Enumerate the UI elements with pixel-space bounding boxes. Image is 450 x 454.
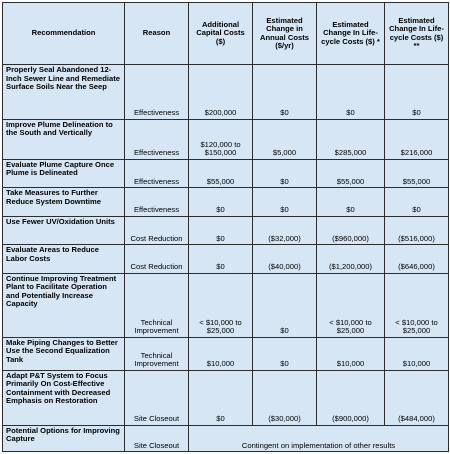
reason-cell: Effectiveness <box>125 65 189 120</box>
capital-cost-cell: $120,000 to $150,000 <box>189 119 253 159</box>
header-recommendation: Recommendation <box>3 3 125 65</box>
recommendation-cell: Improve Plume Delineation to the South and Vertically <box>3 119 125 159</box>
lifecycle-cost-cell-1: $10,000 <box>317 337 385 370</box>
annual-cost-cell: $0 <box>253 159 317 188</box>
lifecycle-cost-cell-1: < $10,000 to $25,000 <box>317 273 385 337</box>
lifecycle-cost-cell-2: ($646,000) <box>385 245 449 274</box>
capital-cost-cell: < $10,000 to $25,000 <box>189 273 253 337</box>
recommendation-cell: Adapt P&T System to Focus Primarily On Cost-Effective Containment with Decreased Emphasis on Restoration <box>3 370 125 425</box>
recommendation-cell: Take Measures to Further Reduce System Downtime <box>3 188 125 217</box>
lifecycle-cost-cell-2: ($516,000) <box>385 216 449 245</box>
header-lifecycle-costs-1: Estimated Change In Life-cycle Costs ($) * <box>317 3 385 65</box>
capital-cost-cell: $0 <box>189 370 253 425</box>
table-row <box>3 337 449 370</box>
reason-cell: Cost Reduction <box>125 216 189 245</box>
capital-cost-cell: $0 <box>189 216 253 245</box>
header-reason: Reason <box>125 3 189 65</box>
lifecycle-cost-cell-1: ($960,000) <box>317 216 385 245</box>
annual-cost-cell: $0 <box>253 188 317 217</box>
lifecycle-cost-cell-2: $55,000 <box>385 159 449 188</box>
lifecycle-cost-cell-1: $285,000 <box>317 119 385 159</box>
lifecycle-cost-cell-1: $0 <box>317 65 385 120</box>
annual-cost-cell: ($32,000) <box>253 216 317 245</box>
lifecycle-cost-cell-2: $0 <box>385 188 449 217</box>
reason-cell: Technical Improvement <box>125 337 189 370</box>
capital-cost-cell: $10,000 <box>189 337 253 370</box>
annual-cost-cell: $0 <box>253 273 317 337</box>
lifecycle-cost-cell-1: ($900,000) <box>317 370 385 425</box>
table-row <box>3 370 449 425</box>
recommendation-cell: Make Piping Changes to Better Use the Second Equalization Tank <box>3 337 125 370</box>
reason-cell: Technical Improvement <box>125 273 189 337</box>
lifecycle-cost-cell-1: $0 <box>317 188 385 217</box>
recommendation-cell: Evaluate Plume Capture Once Plume is Delineated <box>3 159 125 188</box>
table-row <box>3 216 449 245</box>
table-row <box>3 65 449 120</box>
annual-cost-cell: $0 <box>253 337 317 370</box>
reason-cell: Effectiveness <box>125 159 189 188</box>
lifecycle-cost-cell-2: $10,000 <box>385 337 449 370</box>
table-row <box>3 273 449 337</box>
header-lifecycle-costs-2: Estimated Change In Life-cycle Costs ($) ** <box>385 3 449 65</box>
lifecycle-cost-cell-2: $216,000 <box>385 119 449 159</box>
lifecycle-cost-cell-1: $55,000 <box>317 159 385 188</box>
lifecycle-cost-cell-2: $0 <box>385 65 449 120</box>
annual-cost-cell: ($40,000) <box>253 245 317 274</box>
reason-cell: Effectiveness <box>125 119 189 159</box>
contingent-note-cell: Contingent on implementation of other results <box>189 425 449 451</box>
lifecycle-cost-cell-2: ($484,000) <box>385 370 449 425</box>
recommendation-cell: Continue Improving Treatment Plant to Facilitate Operation and Potentially Increase Capacity <box>3 273 125 337</box>
annual-cost-cell: ($30,000) <box>253 370 317 425</box>
header-row <box>3 3 449 65</box>
annual-cost-cell: $0 <box>253 65 317 120</box>
reason-cell: Effectiveness <box>125 188 189 217</box>
lifecycle-cost-cell-2: < $10,000 to $25,000 <box>385 273 449 337</box>
recommendations-table-container <box>2 2 448 452</box>
capital-cost-cell: $55,000 <box>189 159 253 188</box>
reason-cell: Site Closeout <box>125 425 189 451</box>
lifecycle-cost-cell-1: ($1,200,000) <box>317 245 385 274</box>
table-row <box>3 188 449 217</box>
capital-cost-cell: $0 <box>189 188 253 217</box>
reason-cell: Site Closeout <box>125 370 189 425</box>
capital-cost-cell: $200,000 <box>189 65 253 120</box>
recommendation-cell: Evaluate Areas to Reduce Labor Costs <box>3 245 125 274</box>
recommendation-cell: Potential Options for Improving Capture <box>3 425 125 451</box>
table-row <box>3 159 449 188</box>
reason-cell: Cost Reduction <box>125 245 189 274</box>
capital-cost-cell: $0 <box>189 245 253 274</box>
annual-cost-cell: $5,000 <box>253 119 317 159</box>
table-row <box>3 425 449 451</box>
header-capital-costs: Additional Capital Costs ($) <box>189 3 253 65</box>
recommendations-table <box>2 2 449 452</box>
table-row <box>3 245 449 274</box>
header-annual-costs: Estimated Change in Annual Costs ($/yr) <box>253 3 317 65</box>
recommendation-cell: Use Fewer UV/Oxidation Units <box>3 216 125 245</box>
recommendation-cell: Properly Seal Abandoned 12-Inch Sewer Line and Remediate Surface Soils Near the Seep <box>3 65 125 120</box>
table-row <box>3 119 449 159</box>
